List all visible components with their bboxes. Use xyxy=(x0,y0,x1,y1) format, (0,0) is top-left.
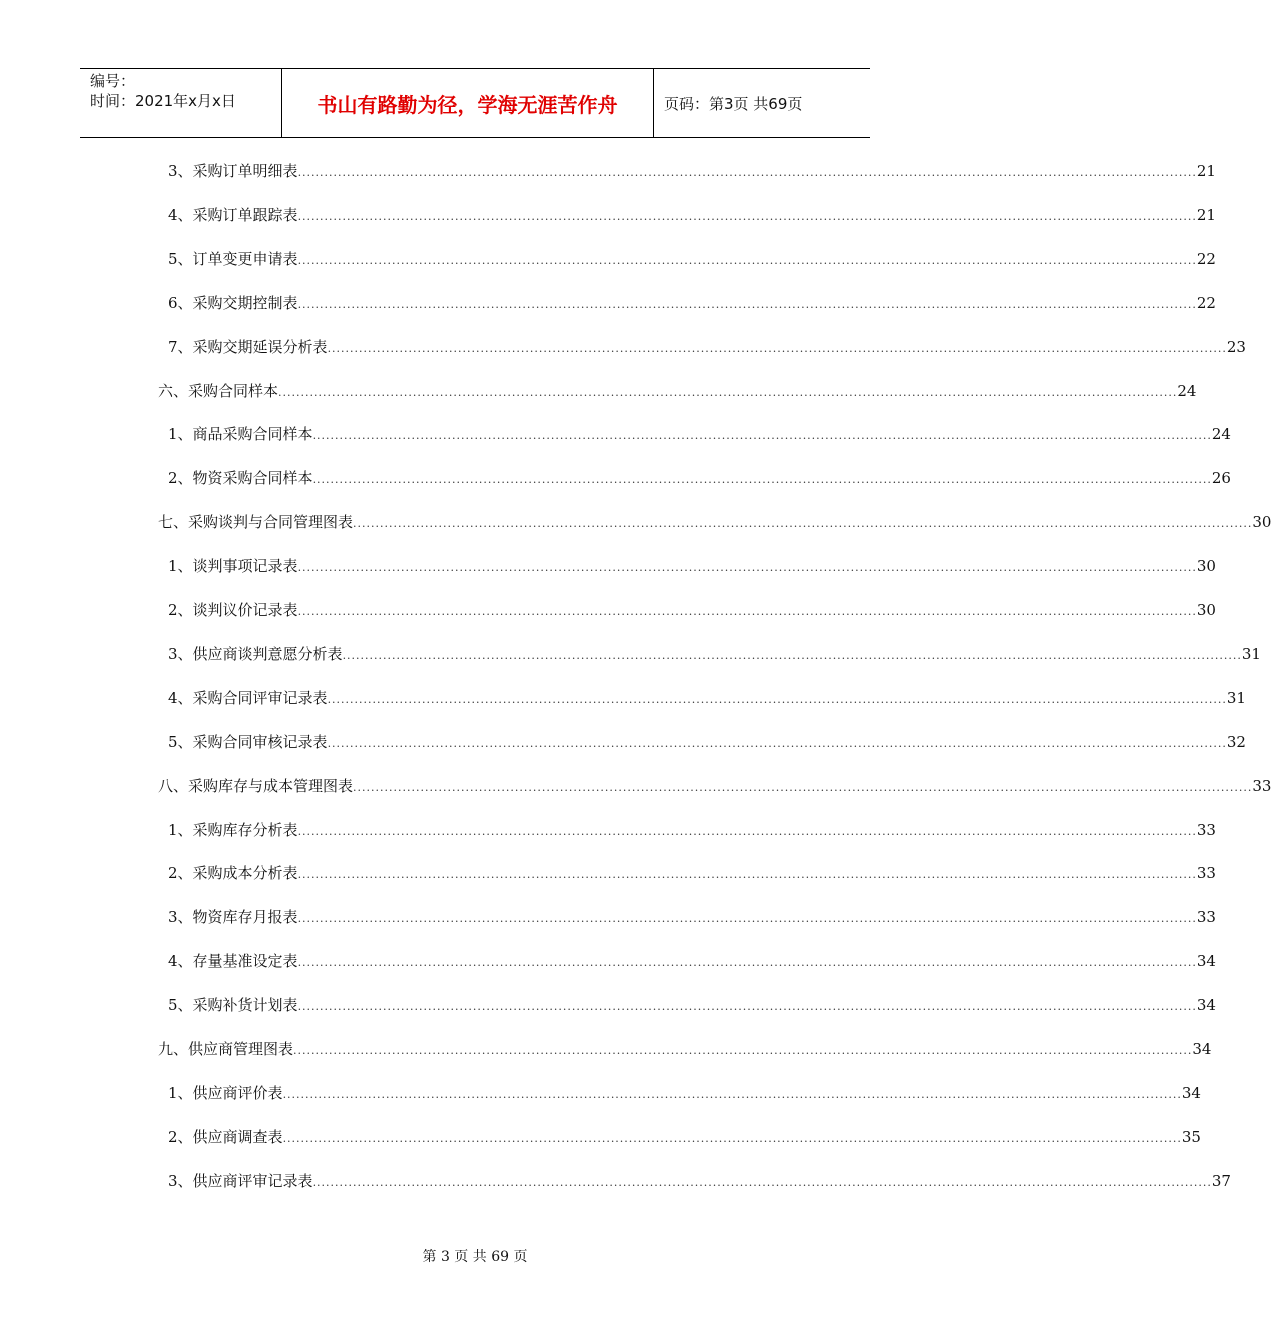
toc-entry-number: 八、 xyxy=(158,776,189,795)
document-number-label: 编号： xyxy=(90,72,136,90)
toc-entry-page: 24 xyxy=(1177,381,1197,400)
toc-entry-page: 31 xyxy=(1226,688,1246,707)
toc-dot-leader: ........................................................................................................................................................................................................ xyxy=(293,1044,1193,1057)
toc-entry-page: 34 xyxy=(1181,1083,1201,1102)
toc-entry[interactable] xyxy=(168,160,1216,182)
toc-dot-leader: ........................................................................................................................................................................................................ xyxy=(297,253,1197,267)
toc-entry-number: 六、 xyxy=(158,381,189,400)
toc-entry-page: 33 xyxy=(1252,776,1271,795)
toc-entry-number: 5、 xyxy=(168,249,193,268)
toc-dot-leader: ........................................................................................................................................................................................................ xyxy=(327,341,1227,355)
toc-entry-number: 4、 xyxy=(168,205,193,224)
toc-entry-number: 3、 xyxy=(168,908,193,927)
toc-dot-leader: ........................................................................................................................................................................................................ xyxy=(297,868,1197,882)
page-header xyxy=(80,68,870,138)
header-page-info xyxy=(654,69,870,137)
toc-entry[interactable] xyxy=(168,204,1216,226)
document-time-label: 时间：2021年x月x日 xyxy=(90,92,236,110)
toc-entry[interactable] xyxy=(158,775,1271,797)
toc-entry[interactable] xyxy=(168,1082,1201,1104)
toc-entry-title: 采购合同样本 xyxy=(188,381,279,400)
toc-dot-leader: ........................................................................................................................................................................................................ xyxy=(297,824,1197,838)
toc-entry-title: 商品采购合同样本 xyxy=(192,425,313,444)
toc-entry-title: 采购库存分析表 xyxy=(192,820,298,839)
toc-entry-title: 采购订单明细表 xyxy=(192,162,298,180)
toc-entry-page: 34 xyxy=(1196,952,1216,971)
toc-dot-leader: ........................................................................................................................................................................................................ xyxy=(297,605,1197,618)
toc-entry-title: 物资采购合同样本 xyxy=(192,469,313,488)
toc-entry-number: 2、 xyxy=(168,469,193,488)
toc-entry[interactable] xyxy=(168,687,1246,709)
toc-entry-page: 30 xyxy=(1252,513,1271,532)
toc-entry-number: 七、 xyxy=(158,513,189,532)
toc-dot-leader: ........................................................................................................................................................................................................ xyxy=(327,736,1227,750)
toc-entry[interactable] xyxy=(168,643,1261,665)
toc-dot-leader: ........................................................................................................................................................................................................ xyxy=(312,429,1212,443)
toc-entry-page: 21 xyxy=(1196,162,1216,180)
toc-dot-leader: ........................................................................................................................................................................................................ xyxy=(297,561,1197,575)
toc-entry-page: 24 xyxy=(1211,425,1231,444)
toc-dot-leader: ........................................................................................................................................................................................................ xyxy=(297,1000,1197,1014)
toc-entry-page: 23 xyxy=(1226,337,1246,356)
toc-entry-title: 采购交期延误分析表 xyxy=(192,337,328,356)
toc-dot-leader: ........................................................................................................................................................................................................ xyxy=(282,1131,1182,1145)
toc-entry[interactable] xyxy=(158,1038,1212,1060)
header-motto: 书山有路勤为径，学海无涯苦作舟 xyxy=(282,69,654,137)
toc-entry-page: 34 xyxy=(1192,1040,1212,1058)
toc-entry-page: 22 xyxy=(1196,249,1216,268)
toc-entry-page: 30 xyxy=(1196,601,1216,619)
toc-entry-page: 32 xyxy=(1226,732,1246,751)
toc-entry-number: 6、 xyxy=(168,293,193,312)
page-footer: 第 3 页 共 69 页 xyxy=(422,1249,528,1265)
toc-entry-number: 3、 xyxy=(168,1171,193,1190)
toc-entry-page: 30 xyxy=(1196,557,1216,576)
toc-entry-page: 34 xyxy=(1196,996,1216,1015)
toc-entry-page: 26 xyxy=(1211,469,1231,488)
toc-entry-number: 九、 xyxy=(158,1040,189,1058)
toc-entry-title: 采购库存与成本管理图表 xyxy=(188,776,354,795)
toc-entry-title: 供应商评价表 xyxy=(192,1083,283,1102)
toc-entry-number: 4、 xyxy=(168,688,193,707)
toc-dot-leader: ........................................................................................................................................................................................................ xyxy=(297,297,1197,311)
toc-entry-page: 33 xyxy=(1196,864,1216,883)
toc-entry-page: 21 xyxy=(1196,205,1216,224)
toc-entry-number: 2、 xyxy=(168,1127,193,1146)
toc-dot-leader: ........................................................................................................................................................................................................ xyxy=(297,956,1197,970)
toc-entry-title: 采购补货计划表 xyxy=(192,996,298,1015)
toc-entry-title: 采购谈判与合同管理图表 xyxy=(188,513,354,532)
toc-entry[interactable] xyxy=(168,731,1246,753)
toc-entry[interactable] xyxy=(168,994,1216,1016)
toc-entry-number: 2、 xyxy=(168,864,193,883)
toc-entry[interactable] xyxy=(168,1170,1231,1192)
toc-entry[interactable] xyxy=(158,380,1197,402)
toc-entry-page: 37 xyxy=(1211,1171,1231,1190)
toc-entry[interactable] xyxy=(168,248,1216,270)
toc-dot-leader: ........................................................................................................................................................................................................ xyxy=(353,780,1253,794)
toc-entry-number: 5、 xyxy=(168,996,193,1015)
toc-entry-title: 采购交期控制表 xyxy=(192,293,298,312)
toc-entry[interactable] xyxy=(168,819,1216,841)
toc-entry-page: 33 xyxy=(1196,908,1216,927)
toc-entry-number: 4、 xyxy=(168,952,193,971)
toc-entry[interactable] xyxy=(168,292,1216,314)
toc-dot-leader: ........................................................................................................................................................................................................ xyxy=(278,385,1178,399)
toc-entry-title: 谈判事项记录表 xyxy=(192,557,298,576)
toc-entry[interactable] xyxy=(158,511,1271,533)
toc-entry[interactable] xyxy=(168,555,1216,577)
toc-entry-number: 5、 xyxy=(168,732,193,751)
toc-entry-title: 采购成本分析表 xyxy=(192,864,298,883)
toc-entry-number: 1、 xyxy=(168,425,193,444)
toc-dot-leader: ........................................................................................................................................................................................................ xyxy=(297,166,1197,179)
toc-entry-title: 采购合同评审记录表 xyxy=(192,688,328,707)
toc-dot-leader: ........................................................................................................................................................................................................ xyxy=(297,912,1197,926)
toc-entry[interactable] xyxy=(168,862,1216,884)
toc-entry-number: 1、 xyxy=(168,1083,193,1102)
toc-entry-number: 7、 xyxy=(168,337,193,356)
toc-entry-title: 物资库存月报表 xyxy=(192,908,298,927)
toc-dot-leader: ........................................................................................................................................................................................................ xyxy=(353,517,1253,531)
toc-entry-number: 2、 xyxy=(168,601,193,619)
toc-entry[interactable] xyxy=(168,599,1216,621)
toc-entry-number: 1、 xyxy=(168,820,193,839)
toc-entry[interactable] xyxy=(168,906,1216,928)
header-meta xyxy=(80,69,282,137)
toc-dot-leader: ........................................................................................................................................................................................................ xyxy=(282,1087,1182,1101)
toc-entry-title: 存量基准设定表 xyxy=(192,952,298,971)
toc-entry-number: 3、 xyxy=(168,644,193,663)
toc-entry-number: 3、 xyxy=(168,162,193,180)
header-page-info-text: 页码：第3页 共69页 xyxy=(664,94,803,113)
toc-dot-leader: ........................................................................................................................................................................................................ xyxy=(342,648,1242,662)
toc-entry[interactable] xyxy=(168,467,1231,489)
toc-entry-title: 订单变更申请表 xyxy=(192,249,298,268)
toc-entry-title: 供应商谈判意愿分析表 xyxy=(192,644,343,663)
toc-entry-title: 供应商管理图表 xyxy=(188,1040,294,1058)
toc-entry-title: 采购订单跟踪表 xyxy=(192,205,298,224)
toc-entry-page: 22 xyxy=(1196,293,1216,312)
toc-entry[interactable] xyxy=(168,336,1246,358)
toc-entry[interactable] xyxy=(168,950,1216,972)
toc-dot-leader: ........................................................................................................................................................................................................ xyxy=(297,209,1197,223)
toc-dot-leader: ........................................................................................................................................................................................................ xyxy=(327,692,1227,706)
toc-entry-page: 33 xyxy=(1196,820,1216,839)
toc-dot-leader: ........................................................................................................................................................................................................ xyxy=(312,1175,1212,1189)
toc-entry-title: 供应商调查表 xyxy=(192,1127,283,1146)
toc-entry[interactable] xyxy=(168,423,1231,445)
toc-entry-title: 谈判议价记录表 xyxy=(192,601,298,619)
toc-entry-title: 供应商评审记录表 xyxy=(192,1171,313,1190)
toc-entry[interactable] xyxy=(168,1126,1201,1148)
toc-entry-page: 35 xyxy=(1181,1127,1201,1146)
toc-dot-leader: ........................................................................................................................................................................................................ xyxy=(312,473,1212,487)
toc-entry-number: 1、 xyxy=(168,557,193,576)
toc-entry-page: 31 xyxy=(1241,644,1261,663)
toc-entry-title: 采购合同审核记录表 xyxy=(192,732,328,751)
